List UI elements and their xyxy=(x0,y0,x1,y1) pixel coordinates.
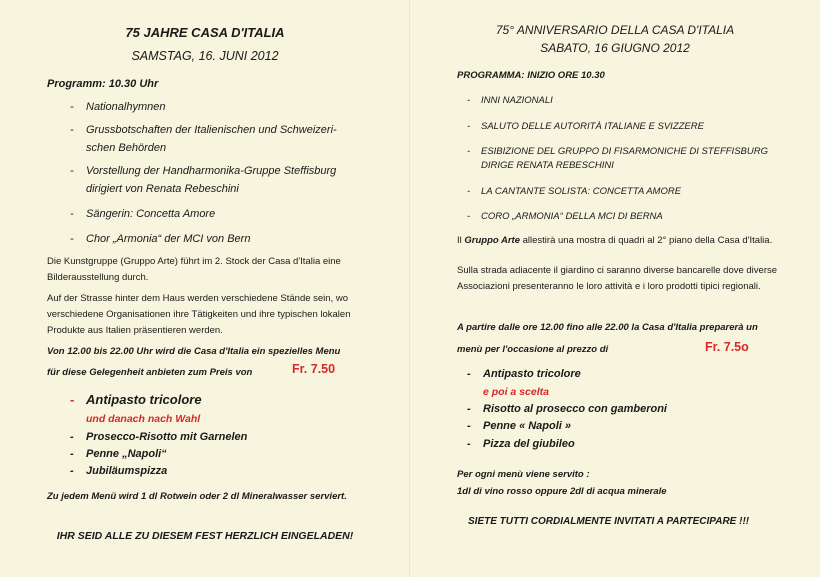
art-exhibition-paragraph: Die Kunstgruppe (Gruppo Arte) führt im 2. Stock der Casa d'Italia eine Bilderausstellung durch. xyxy=(47,256,341,283)
drink-note: Zu jedem Menü wird 1 dl Rotwein oder 2 dl Mineralwasser serviert. xyxy=(47,491,347,502)
program-item: - SALUTO DELLE AUTORITÀ ITALIANE E SVIZZERE xyxy=(467,121,704,132)
menu-intro-continued: für diese Gelegenheit anbieten zum Preis von xyxy=(47,367,253,378)
program-item: - INNI NAZIONALI xyxy=(467,95,553,106)
program-item: - Grussbotschaften der Italienischen und Schweizeri- xyxy=(70,124,337,136)
menu-intro: A partire dalle ore 12.00 fino alle 22.00 la Casa d'Italia preparerà un xyxy=(457,322,758,333)
program-item-continued: DIRIGE RENATA REBESCHINI xyxy=(481,160,614,171)
stands-paragraph: Auf der Strasse hinter dem Haus werden verschiedene Stände sein, wo verschiedene Organisationen ihre Tätigkeiten und ihre typischen lokalen Produkte aus Italien präsentieren werden. xyxy=(47,293,351,336)
stands-paragraph: Sulla strada adiacente il giardino ci saranno diverse bancarelle dove diverse Associazioni presenteranno le loro attività e i loro prodotti tipici regionali. xyxy=(457,265,778,292)
page-title: 75° ANNIVERSARIO DELLA CASA D'ITALIA xyxy=(495,23,735,37)
program-item: - LA CANTANTE SOLISTA: CONCETTA AMORE xyxy=(467,186,682,197)
program-item: - Sängerin: Concetta Amore xyxy=(70,208,216,220)
drink-note-continued: 1dl di vino rosso oppure 2dl di acqua minerale xyxy=(457,486,667,497)
italian-panel xyxy=(410,0,820,577)
menu-item: - Penne „Napoli“ xyxy=(70,448,167,460)
menu-item: - Antipasto tricolore xyxy=(70,392,202,407)
art-exhibition-paragraph: Il Gruppo Arte allestirà una mostra di quadri al 2° piano della Casa d'Italia. xyxy=(457,235,773,246)
menu-choice-note: e poi a scelta xyxy=(483,386,549,398)
program-heading: PROGRAMMA: INIZIO ORE 10.30 xyxy=(457,70,605,81)
page-title: 75 JAHRE CASA D'ITALIA xyxy=(125,25,285,40)
event-date: SABATO, 16 GIUGNO 2012 xyxy=(540,41,690,55)
program-item: - Chor „Armonia“ der MCI von Bern xyxy=(70,233,251,245)
menu-item: - Pizza del giubileo xyxy=(467,438,575,450)
program-item: - Vorstellung der Handharmonika-Gruppe Steffisburg xyxy=(70,165,337,177)
menu-item: - Penne « Napoli » xyxy=(467,420,572,432)
program-item-continued: schen Behörden xyxy=(86,142,167,154)
program-item: - Nationalhymnen xyxy=(70,101,166,113)
menu-item: - Risotto al prosecco con gamberoni xyxy=(467,403,667,415)
menu-choice-note: und danach nach Wahl xyxy=(86,413,201,425)
drink-note: Per ogni menù viene servito : xyxy=(457,469,590,480)
program-item: - ESIBIZIONE DEL GRUPPO DI FISARMONICHE DI STEFFISBURG xyxy=(467,146,768,157)
menu-item: - Jubiläumspizza xyxy=(70,465,168,477)
menu-item: - Prosecco-Risotto mit Garnelen xyxy=(70,431,248,443)
program-item: - CORO „ARMONIA“ DELLA MCI DI BERNA xyxy=(467,211,663,222)
menu-price: Fr. 7.50 xyxy=(292,362,336,376)
menu-intro-continued: menù per l'occasione al prezzo di xyxy=(457,344,609,355)
program-heading: Programm: 10.30 Uhr xyxy=(47,78,159,90)
event-date: SAMSTAG, 16. JUNI 2012 xyxy=(131,49,279,63)
menu-item: - Antipasto tricolore xyxy=(467,368,581,380)
program-item-continued: dirigiert von Renata Rebeschini xyxy=(86,183,239,195)
closing-invitation: SIETE TUTTI CORDIALMENTE INVITATI A PARTECIPARE !!! xyxy=(468,516,750,527)
menu-intro: Von 12.00 bis 22.00 Uhr wird die Casa d'Italia ein spezielles Menu xyxy=(47,346,341,357)
menu-price: Fr. 7.5o xyxy=(705,340,749,354)
closing-invitation: IHR SEID ALLE ZU DIESEM FEST HERZLICH EINGELADEN! xyxy=(56,530,354,542)
